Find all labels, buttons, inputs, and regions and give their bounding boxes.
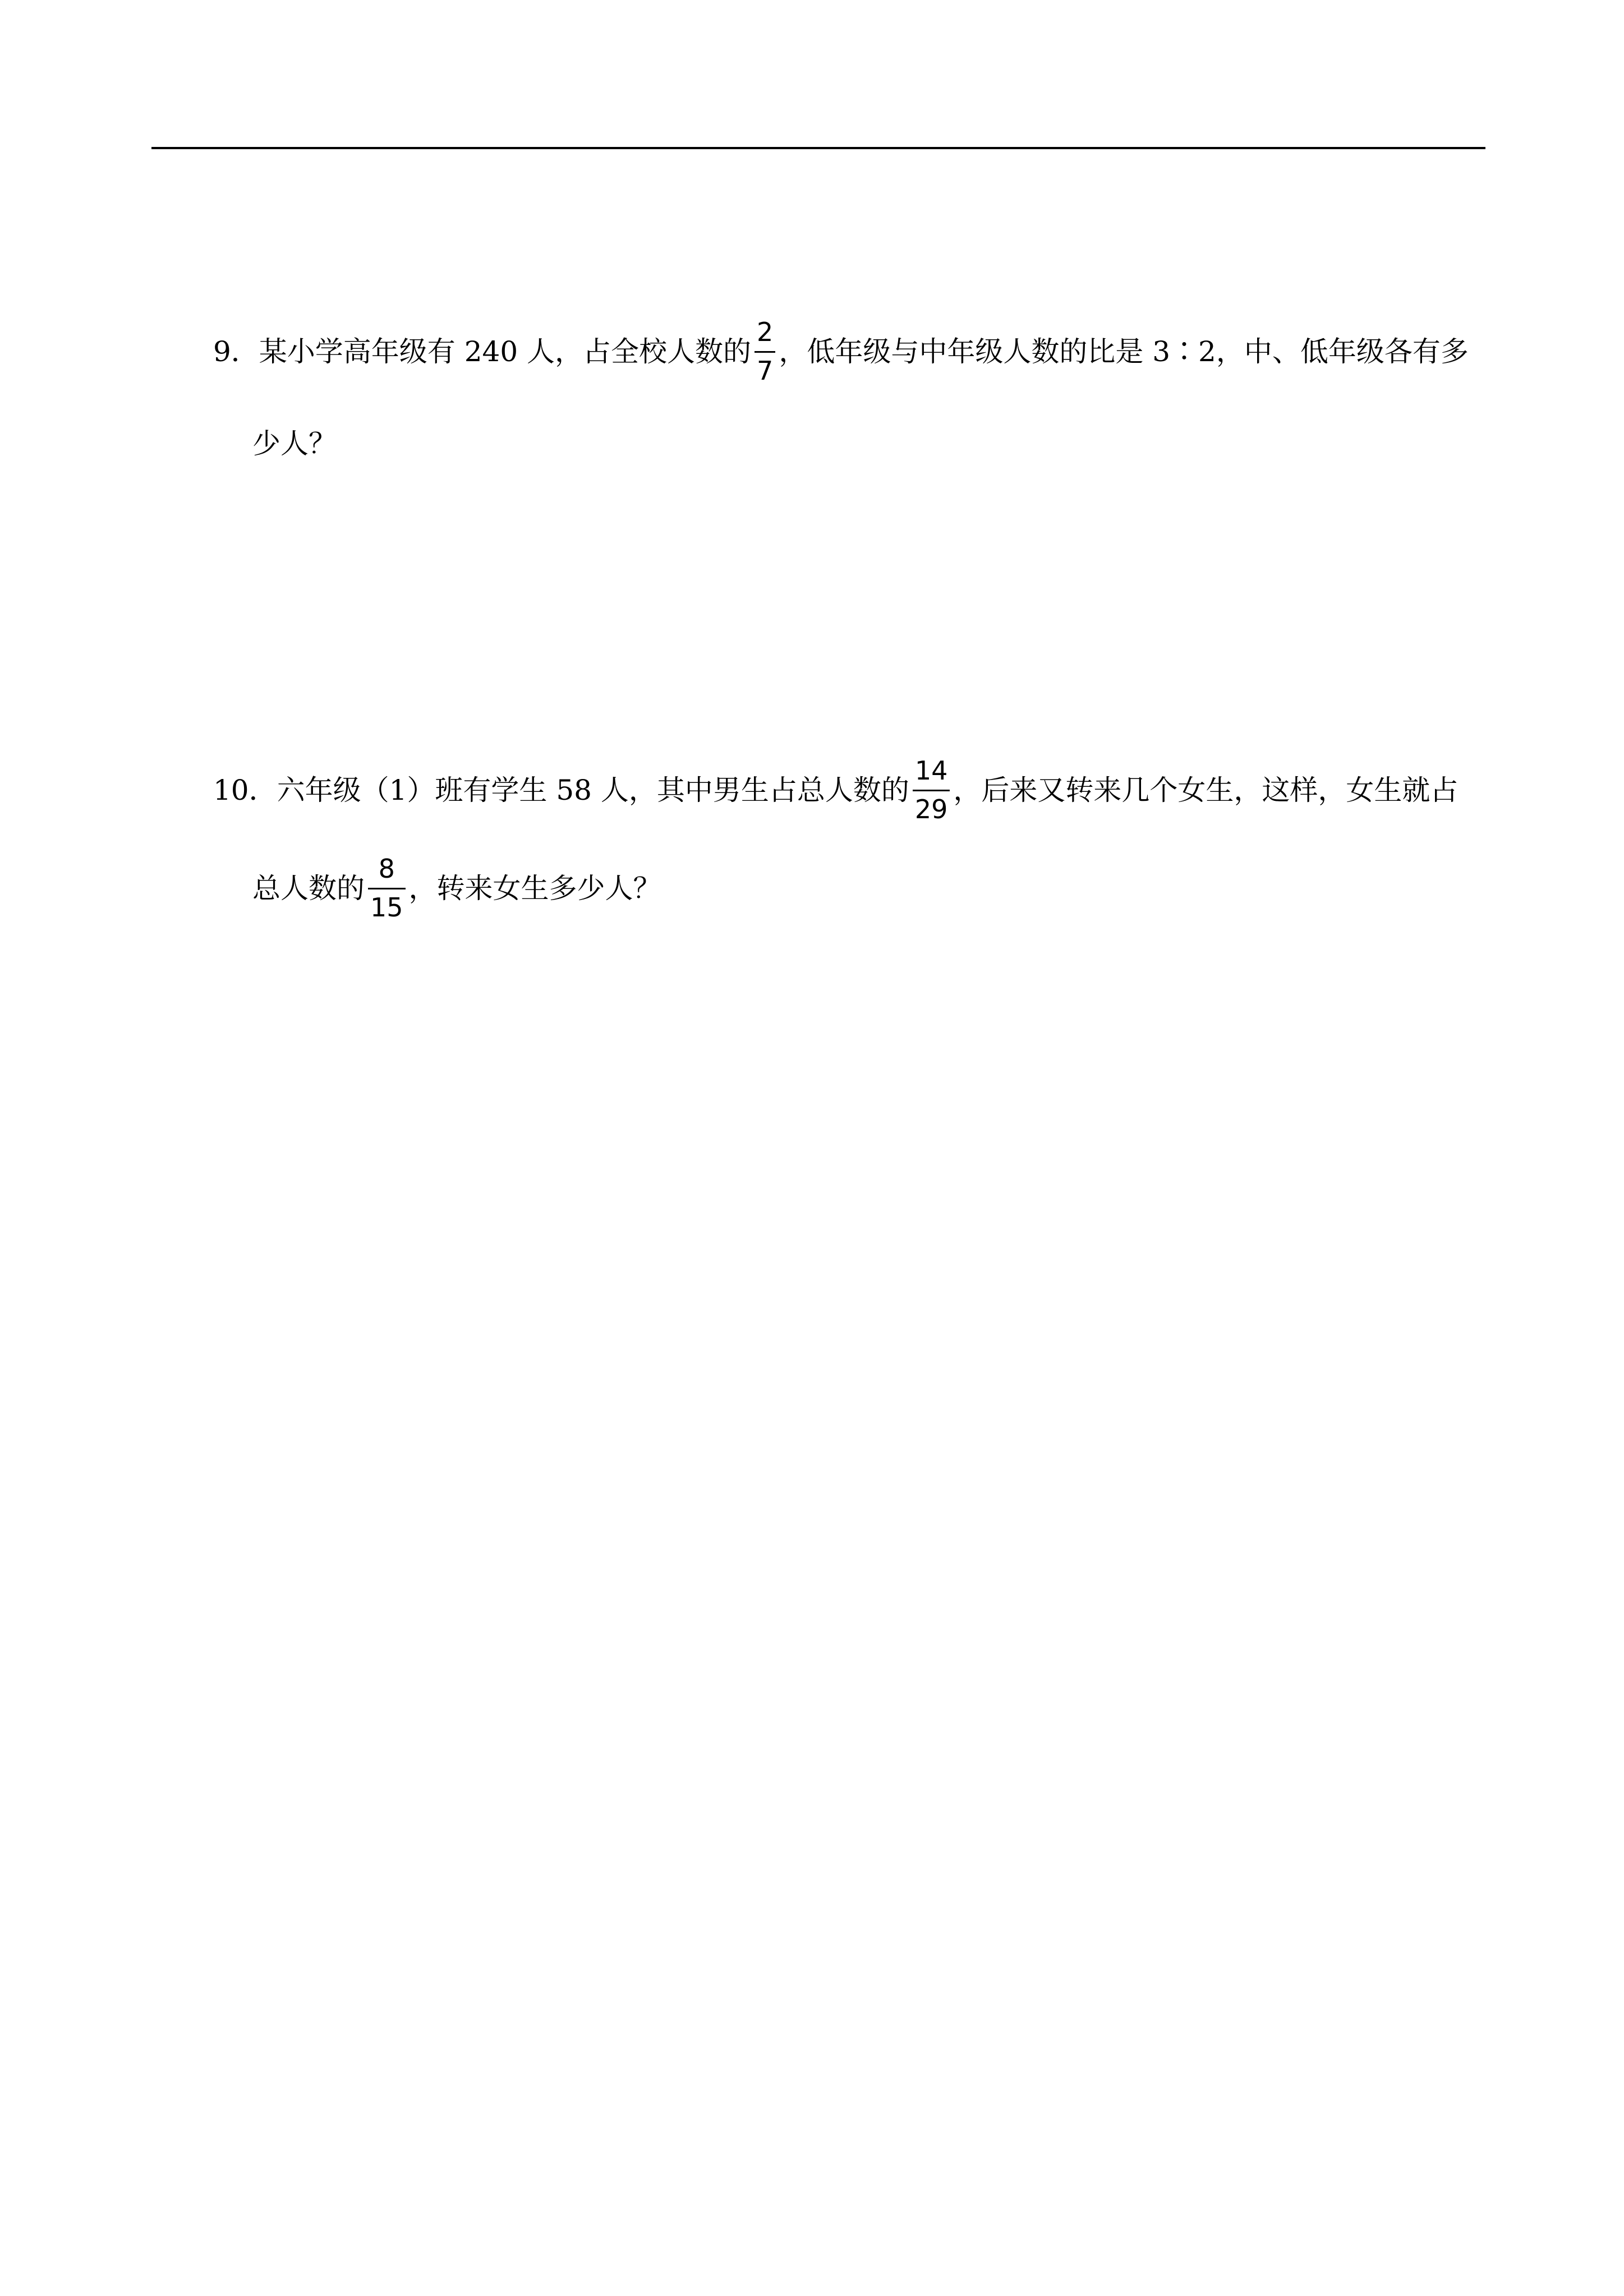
question-10-text-2: ，后来又转来几个女生，这样，女生就占 [953, 774, 1459, 807]
question-10-text-3: 总人数的 [252, 872, 365, 905]
question-10-line-2 [252, 855, 661, 921]
question-9-line-2 [252, 427, 337, 458]
question-10-fraction-1 [913, 757, 950, 823]
question-9-text-3: 少人？ [252, 427, 337, 460]
header-rule [151, 147, 1485, 149]
question-10-line-1 [213, 757, 1458, 823]
fraction-numerator: 14 [914, 755, 948, 786]
fraction-denominator: 7 [757, 355, 774, 386]
question-9-line-1 [213, 319, 1469, 385]
question-9-text-2: ，低年级与中年级人数的比是 3∶2，中、低年级各有多 [779, 335, 1469, 368]
fraction-numerator: 2 [757, 317, 774, 347]
fraction-denominator: 15 [370, 892, 403, 923]
question-10-text-4: ，转来女生多少人？ [408, 872, 661, 905]
fraction-bar [755, 351, 775, 353]
question-10-text-1: 10．六年级（1）班有学生 58 人，其中男生占总人数的 [213, 774, 909, 807]
fraction-numerator: 8 [378, 854, 395, 884]
question-9-fraction [755, 319, 775, 385]
fraction-bar [913, 790, 950, 791]
question-10-fraction-2 [368, 855, 406, 921]
fraction-bar [368, 888, 406, 889]
question-9-text-1: 9．某小学高年级有 240 人，占全校人数的 [213, 335, 752, 368]
fraction-denominator: 29 [914, 794, 948, 824]
